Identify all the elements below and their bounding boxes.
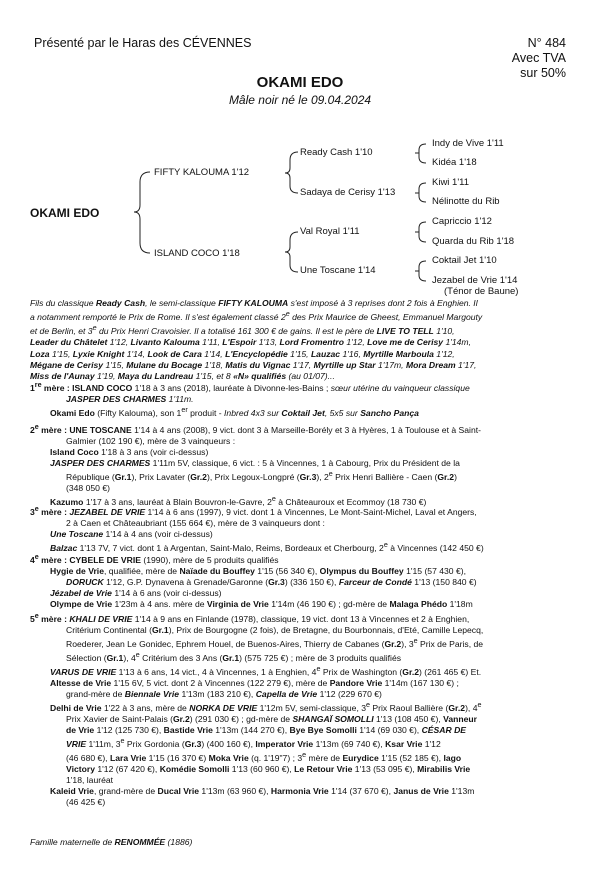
pedigree-ggp-6: Quarda du Rib 1'18 xyxy=(432,236,515,247)
dam-section-line: Roederer, Jean Le Gonidec, Ephrem Houel, de Buenos-Aires, Thierry de Cabanes (Gr.2), 3e Prix de Paris, de xyxy=(66,637,484,649)
dam-section-3 xyxy=(30,504,575,554)
pedigree-sire-sire: Ready Cash 1'10 xyxy=(300,147,373,158)
dam-section-line: DORUCK 1'12, G.P. Dynavena à Grenade/Garonne (Gr.3) (336 150 €), Farceur de Condé 1'13 (150 840 €) xyxy=(66,577,477,588)
dam-section-line: 1re mère : ISLAND COCO 1'18 à 3 ans (2018), lauréate à Divonne-les-Bains ; sœur utérine du vainqueur classique xyxy=(30,381,470,393)
dam-section-line: Hygie de Vrie, qualifiée, mère de Naïade du Bouffey 1'15 (56 340 €), Olympus du Bouffey 1'15 (57 430 €), xyxy=(50,565,467,576)
pedigree-ggp-note: (Ténor de Baune) xyxy=(444,286,519,297)
dam-section-line: Altesse de Vrie 1'15 6V, 5 vict. dont 2 à Vincennes (122 279 €), mère de Pandore Vrie 1'14m (167 130 €) ; xyxy=(50,677,459,688)
dam-section-line: Sélection (Gr.1), 4e Critérium des 3 Ans (Gr.1) (575 725 €) ; mère de 3 produits qualifiés xyxy=(66,651,402,663)
dam-section-line: Kazumo 1'17 à 3 ans, lauréat à Blain Bouvron-le-Gavre, 2e à Châteauroux et Ecommoy (18 730 €) xyxy=(50,495,427,508)
summary-line: a notamment remporté le Prix de Rome. Il s'est également classé 2e des Prix Maurice de Gheest, Emmanuel Margouty xyxy=(30,310,483,323)
pedigree-ggp-7: Coktail Jet 1'10 xyxy=(432,255,497,266)
summary-line: Leader du Châtelet 1'12, Livanto Kalouma 1'11, L'Espoir 1'13, Lord Fromentro 1'12, Love me de Cerisy 1'14m, xyxy=(30,337,471,348)
pedigree-sire-dam: Sadaya de Cerisy 1'13 xyxy=(300,187,396,198)
dam-section-line: 2 à Caen et Châteaubriant (155 664 €), mère de 3 vainqueurs dont : xyxy=(66,517,325,528)
pedigree-ggp-5: Capriccio 1'12 xyxy=(432,216,492,227)
dam-section-line: 5e mère : KHALI DE VRIE 1'14 à 9 ans en Finlande (1978), classique, 19 vict. dont 13 à Vincennes et 2 à Enghien, xyxy=(30,612,470,624)
pedigree-ggp-8: Jezabel de Vrie 1'14 xyxy=(432,275,518,286)
pedigree-dam: ISLAND COCO 1'18 xyxy=(154,248,240,259)
dam-section-line: (46 425 €) xyxy=(66,797,106,808)
reserve-label: sur 50% xyxy=(520,66,566,80)
summary-line: Loza 1'15, Lyxie Knight 1'14, Look de Cara 1'14, L'Encyclopédie 1'15, Lauzac 1'16, Myrtille Marboula 1'12, xyxy=(30,348,455,359)
dam-section-line: Jézabel de Vrie 1'14 à 6 ans (voir ci-dessus) xyxy=(50,588,222,599)
dam-section-line: 4e mère : CYBELE DE VRIE (1990), mère de 5 produits qualifiés xyxy=(30,553,279,565)
lot-number: N° 484 xyxy=(527,36,566,50)
dam-section-line: Une Toscane 1'14 à 4 ans (voir ci-dessus) xyxy=(50,529,213,540)
pedigree-subject: OKAMI EDO xyxy=(30,206,100,220)
dam-section-4 xyxy=(30,552,575,610)
pedigree-ggp-2: Kidéa 1'18 xyxy=(432,157,477,168)
summary-line: Miss de l'Aunay 1'19, Maya du Landreau 1'15, et 8 «N» qualifiés (au 01/07)... xyxy=(30,370,335,381)
dam-section-line: République (Gr.1), Prix Lavater (Gr.2), Prix Legoux-Longpré (Gr.3), 2e Prix Henri Ballière - Caen (Gr.2) xyxy=(66,470,457,483)
dam-section-line: (46 680 €), Lara Vrie 1'15 (16 370 €) Moka Vrie (q. 1'19"7) ; 3e mère de Eurydice 1'15 (52 185 €), Iago xyxy=(66,751,462,764)
presenter-text: Présenté par le Haras des CÉVENNES xyxy=(34,36,252,50)
dam-section-line: VARUS DE VRIE 1'13 à 6 ans, 14 vict., 4 à Vincennes, 1 à Enghien, 4e Prix de Washington (Gr.2) (261 465 €) Et. xyxy=(50,664,482,677)
dam-section-line: JASPER DES CHARMES 1'11m. xyxy=(66,393,194,404)
summary-line: Mégane de Cerisy 1'15, Mulane du Bocage 1'18, Matis du Vignac 1'17, Myrtille up Star 1'17m, Mora Dream 1'17, xyxy=(30,359,477,370)
dam-section-line: de Vrie 1'12 (125 730 €), Bastide Vrie 1'13m (144 270 €), Bye Bye Somolli 1'14 (69 030 €), CÉSAR DE xyxy=(66,725,467,736)
dam-section-line: Island Coco 1'18 à 3 ans (voir ci-dessus) xyxy=(50,447,209,458)
dam-section-line: (348 050 €) xyxy=(66,483,110,494)
dam-section-line: 2e mère : UNE TOSCANE 1'14 à 4 ans (2008), 9 vict. dont 3 à Marseille-Borély et 3 à Hyères, 1 à Toulouse et à Saint- xyxy=(30,423,481,435)
horse-title: OKAMI EDO xyxy=(256,74,344,91)
sire-summary xyxy=(30,298,570,382)
summary-line: Fils du classique Ready Cash, le semi-classique FIFTY KALOUMA s'est imposé à 3 reprises dont 2 fois à Enghien. Il xyxy=(30,298,478,308)
pedigree-ggp-3: Kiwi 1'11 xyxy=(432,177,470,188)
dam-section-line: Okami Edo (Fifty Kalouma), son 1er produit - Inbred 4x3 sur Coktail Jet, 5x5 sur Sancho Pança xyxy=(50,406,419,418)
dam-section-1 xyxy=(30,380,575,419)
dam-section-line: Kaleid Vrie, grand-mère de Ducal Vrie 1'13m (63 960 €), Harmonia Vrie 1'14 (37 670 €), Janus de Vrie 1'13m xyxy=(50,786,475,797)
summary-line: et de Berlin, et 3e du Prix Henri Cravoisier. Il a totalisé 161 300 € de gains. Il est le père de LIVE TO TELL 1'10, xyxy=(30,324,455,337)
pedigree-dam-sire: Val Royal 1'11 xyxy=(300,226,360,237)
horse-description: Mâle noir né le 09.04.2024 xyxy=(228,93,372,107)
dam-section-line: Prix Xavier de Saint-Palais (Gr.2) (291 030 €) ; gd-mère de SHANGAÏ SOMOLLI 1'13 (108 450 €), Vanneur xyxy=(66,714,478,725)
pedigree-dam-dam: Une Toscane 1'14 xyxy=(300,265,376,276)
dam-section-line: grand-mère de Biennale Vrie 1'13m (183 210 €), Capella de Vrie 1'12 (229 670 €) xyxy=(66,689,382,699)
dam-section-2 xyxy=(30,422,575,508)
dam-section-line: Galmier (102 190 €), mère de 3 vainqueurs : xyxy=(66,435,236,446)
dam-section-line: Balzac 1'13 7V, 7 vict. dont 1 à Argentan, Saint-Malo, Reims, Bordeaux et Cherbourg, 2e à Vincennes (142 450 €) xyxy=(50,541,484,553)
maternal-family-footer: Famille maternelle de RENOMMÉE (1886) xyxy=(30,837,193,847)
dam-section-line: VRIE 1'11m, 3e Prix Gordonia (Gr.3) (400 160 €), Imperator Vrie 1'13m (69 740 €), Ksar Vrie 1'12 xyxy=(66,737,441,750)
pedigree-sire: FIFTY KALOUMA 1'12 xyxy=(154,167,250,178)
tva-label: Avec TVA xyxy=(511,51,566,65)
dam-section-line: JASPER DES CHARMES 1'11m 5V, classique, 6 vict. : 5 à Vincennes, 1 à Cabourg, Prix du Président de la xyxy=(50,458,460,469)
dam-section-line: Critérium Continental (Gr.1), Prix de Bourgogne (2 fois), de Bretagne, du Bourbonnais, d'Eté, Camille Lepecq, xyxy=(66,624,484,635)
pedigree-ggp-4: Nélinotte du Rib xyxy=(432,196,500,207)
dam-section-line: 1'18, lauréat xyxy=(66,775,114,786)
dam-section-line: Victory 1'12 (67 420 €), Komédie Somolli 1'13 (60 960 €), Le Retour Vrie 1'13 (53 095 €), Mirabilis Vrie xyxy=(66,764,471,775)
pedigree-ggp-1: Indy de Vive 1'11 xyxy=(432,138,504,149)
dam-section-line: Delhi de Vrie 1'22 à 3 ans, mère de NORKA DE VRIE 1'12m 5V, semi-classique, 3e Prix Raoul Ballière (Gr.2), 4e xyxy=(50,701,482,713)
dam-section-line: 3e mère : JEZABEL DE VRIE 1'14 à 6 ans (1997), 9 vict. dont 1 à Vincennes, Le Mont-Saint-Michel, Laval et Angers, xyxy=(30,505,477,517)
dam-section-5 xyxy=(30,611,575,809)
dam-section-line: Olympe de Vrie 1'23m à 4 ans. mère de Virginia de Vrie 1'14m (46 190 €) ; gd-mère de Malaga Phédo 1'18m xyxy=(50,599,473,610)
